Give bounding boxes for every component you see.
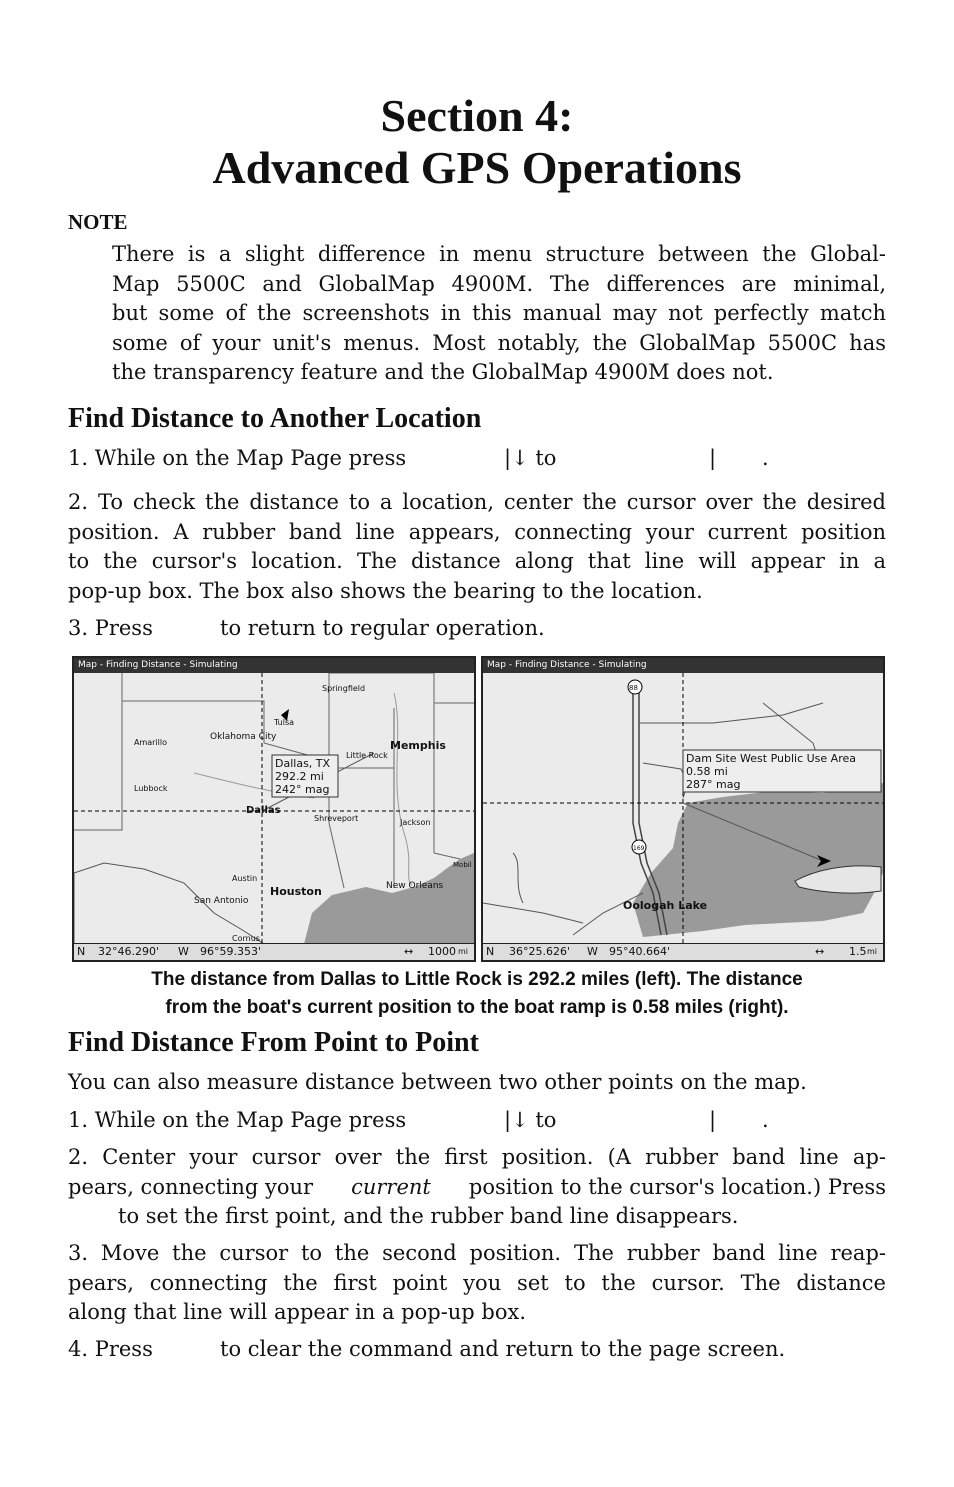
note-line: There is a slight difference in menu structure between the Global-: [112, 242, 886, 266]
caption-line: from the boat's current position to the boat ramp is 0.58 miles (right).: [165, 997, 789, 1018]
screen-status-bar: [74, 943, 474, 960]
title-line-1: Section 4:: [380, 90, 574, 141]
status-n: N: [77, 945, 86, 958]
status-w: W: [178, 945, 189, 958]
step1-sep: |: [709, 1108, 717, 1132]
step1-text: 1. While on the Map Page press: [68, 446, 407, 470]
step4-rest: to clear the command and return to the page screen.: [220, 1337, 786, 1361]
label-shreveport: Shreveport: [314, 814, 359, 823]
status-unit: mi: [458, 947, 469, 956]
label-houston: Houston: [270, 885, 322, 898]
step2-emphasis: current: [351, 1174, 431, 1199]
status-lon: 95°40.664': [609, 945, 671, 958]
step1-end: .: [762, 1108, 769, 1132]
status-scale: 1.5: [849, 945, 867, 958]
label-corpus: Cornus: [232, 934, 260, 943]
label-san-antonio: San Antonio: [194, 896, 249, 906]
popup-line-3: 287° mag: [686, 778, 741, 791]
step3-line: along that line will appear in a pop-up box.: [68, 1300, 527, 1324]
note-line: some of your unit's menus. Most notably, the GlobalMap 5500C has: [112, 330, 886, 355]
map-screenshot-left: [72, 656, 476, 962]
route-169-label: 169: [633, 845, 645, 852]
popup-line-1: Dallas, TX: [275, 757, 331, 770]
label-memphis: Memphis: [390, 739, 446, 752]
label-springfield: Springfield: [322, 684, 366, 693]
step2-line: position. A rubber band line appears, connecting your current position: [68, 519, 886, 544]
section1-step2: [68, 488, 886, 606]
label-lubbock: Lubbock: [134, 784, 168, 793]
note-line: but some of the screenshots in this manual may not perfectly match: [112, 301, 886, 325]
label-new-orleans: New Orleans: [386, 881, 444, 891]
label-little-rock: Little Rock: [346, 751, 388, 760]
label-tulsa: Tulsa: [274, 718, 295, 727]
screen-status-bar: [483, 943, 883, 960]
distance-popup: [272, 755, 338, 797]
status-lon: 96°59.353': [200, 945, 262, 958]
map-screenshot-right: [481, 656, 885, 962]
status-w: W: [587, 945, 598, 958]
step2-line: pop-up box. The box also shows the bearing to the location.: [68, 578, 703, 603]
status-unit: mi: [867, 947, 878, 956]
status-lat: 32°46.290': [98, 945, 160, 958]
label-oklahoma-city: Oklahoma City: [210, 732, 277, 742]
scale-arrow-icon: ↔: [404, 945, 414, 958]
step2-line: 2. To check the distance to a location, center the cursor over the desired: [68, 490, 886, 514]
label-austin: Austin: [232, 874, 258, 883]
section2-heading: Find Distance From Point to Point: [68, 1027, 479, 1058]
status-n: N: [486, 945, 495, 958]
step2-text-b: position to the cursor's location.) Press: [468, 1174, 886, 1199]
step2-line: to the cursor's location. The distance along that line will appear in a: [68, 549, 886, 573]
section2-step3: [68, 1239, 886, 1328]
step2-line: to set the first point, and the rubber band line disappears.: [118, 1204, 739, 1228]
step3-rest: to return to regular operation.: [220, 616, 545, 640]
screen-title-bar: Map - Finding Distance - Simulating: [483, 658, 883, 673]
step3-line: 3. Move the cursor to the second position. The rubber band line reap-: [68, 1241, 886, 1265]
status-scale: 1000: [428, 945, 456, 958]
label-mobile: Mobil: [453, 861, 472, 869]
label-dallas: Dallas: [246, 805, 281, 816]
step3-line: pears, connecting the first point you set to the cursor. The distance: [68, 1270, 886, 1295]
step3-text: 3. Press: [68, 616, 153, 640]
label-jackson: Jackson: [400, 818, 431, 827]
step1-sep: |: [709, 446, 717, 470]
note-line: Map 5500C and GlobalMap 4900M. The differences are minimal,: [112, 271, 886, 296]
popup-line-3: 242° mag: [275, 783, 330, 796]
popup-line-2: 292.2 mi: [275, 770, 324, 783]
note-body: [112, 240, 886, 388]
scale-arrow-icon: ↔: [815, 945, 825, 958]
route-88-label: 88: [629, 684, 638, 692]
figure-caption: [68, 966, 886, 1022]
note-label: NOTE: [68, 210, 128, 234]
step2-text-a: pears, connecting your: [68, 1174, 314, 1199]
step4-text: 4. Press: [68, 1337, 153, 1361]
popup-line-1: Dam Site West Public Use Area: [686, 752, 856, 765]
note-line: the transparency feature and the GlobalMap 4900M does not.: [112, 360, 774, 384]
step2-line: [68, 1173, 886, 1203]
step1-end: .: [762, 446, 769, 470]
section1-heading: Find Distance to Another Location: [68, 403, 482, 434]
status-lat: 36°25.626': [509, 945, 571, 958]
distance-popup: [683, 750, 881, 792]
section2-step2: [68, 1143, 886, 1232]
step1-arrow-text: |↓ to: [504, 1108, 557, 1132]
screen-title-bar: Map - Finding Distance - Simulating: [74, 658, 474, 673]
popup-line-2: 0.58 mi: [686, 765, 728, 778]
map-right: [483, 673, 883, 944]
step1-text: 1. While on the Map Page press: [68, 1108, 407, 1132]
label-oologah-lake: Oologah Lake: [623, 899, 708, 912]
title-line-2: Advanced GPS Operations: [212, 142, 742, 193]
section2-intro: You can also measure distance between two other points on the map.: [68, 1070, 807, 1094]
label-amarillo: Amarillo: [134, 738, 168, 747]
step2-line: 2. Center your cursor over the first position. (A rubber band line ap-: [68, 1145, 886, 1169]
step1-arrow-text: |↓ to: [504, 446, 557, 470]
page-title: [0, 90, 954, 194]
map-left: [74, 673, 474, 944]
caption-line: The distance from Dallas to Little Rock is 292.2 miles (left). The distance: [151, 969, 803, 990]
